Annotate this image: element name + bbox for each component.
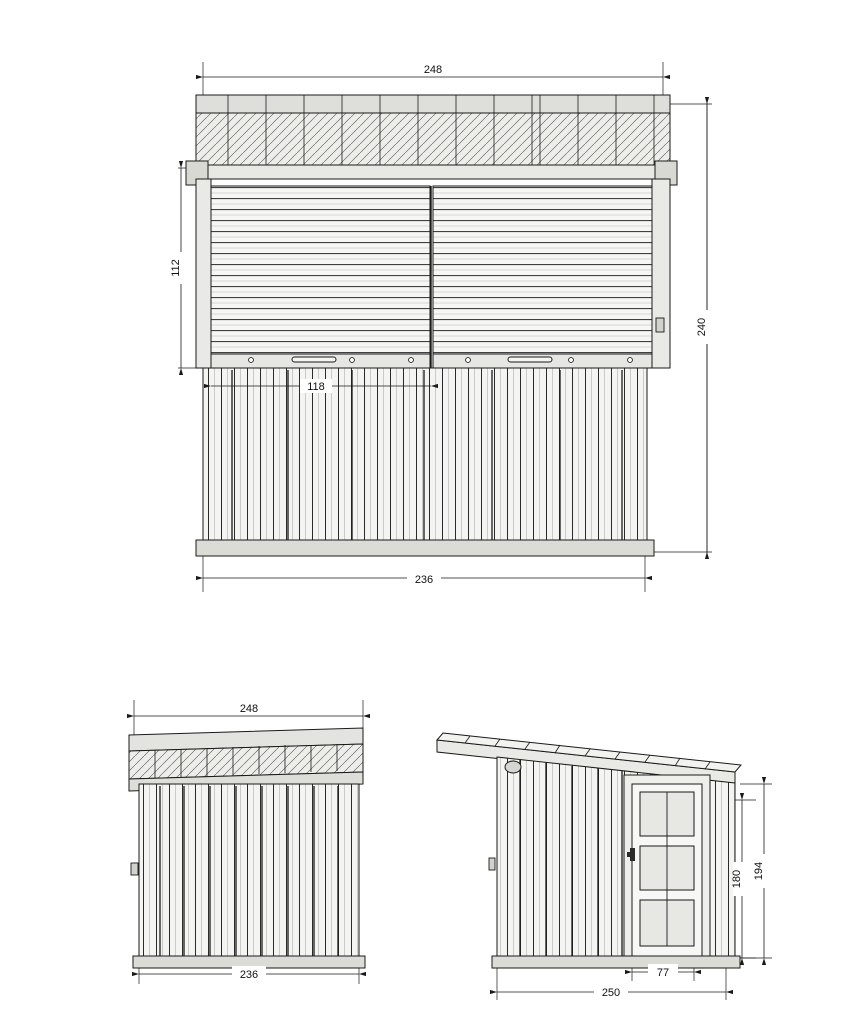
dim-label-front-shutter-height: 112	[170, 259, 182, 277]
dim-label-front-total-height: 240	[696, 317, 708, 337]
front-shutter-left	[211, 186, 430, 368]
dim-rear-top-width	[134, 701, 363, 716]
dim-side-depth	[497, 984, 726, 999]
dim-front-shutter-height	[170, 168, 186, 368]
dim-label-side-door-width: 77	[656, 967, 670, 979]
rear-wall	[131, 784, 365, 968]
front-lower-wall	[196, 368, 654, 556]
dim-label-front-top-width: 248	[423, 64, 443, 76]
front-roof-assembly	[186, 95, 677, 185]
dim-side-wall-height	[753, 784, 769, 958]
dim-label-side-door-height: 180	[731, 869, 743, 889]
front-elevation-view	[170, 62, 712, 592]
side-door	[624, 775, 710, 956]
front-shutter-right	[433, 186, 652, 368]
dim-label-side-wall-height: 194	[753, 861, 765, 881]
dim-label-rear-base-width: 236	[239, 969, 259, 981]
dim-front-base-width	[203, 571, 645, 586]
dim-label-rear-top-width: 248	[239, 703, 259, 715]
dim-label-front-shutter-width: 118	[307, 381, 325, 393]
rear-elevation-view	[129, 700, 365, 984]
rear-roof	[129, 728, 363, 791]
dim-label-side-depth: 250	[601, 987, 621, 999]
dim-front-top-width	[203, 62, 663, 77]
dim-label-front-base-width: 236	[414, 574, 434, 586]
dim-front-total-height	[696, 104, 712, 552]
side-elevation-view	[437, 733, 772, 1000]
